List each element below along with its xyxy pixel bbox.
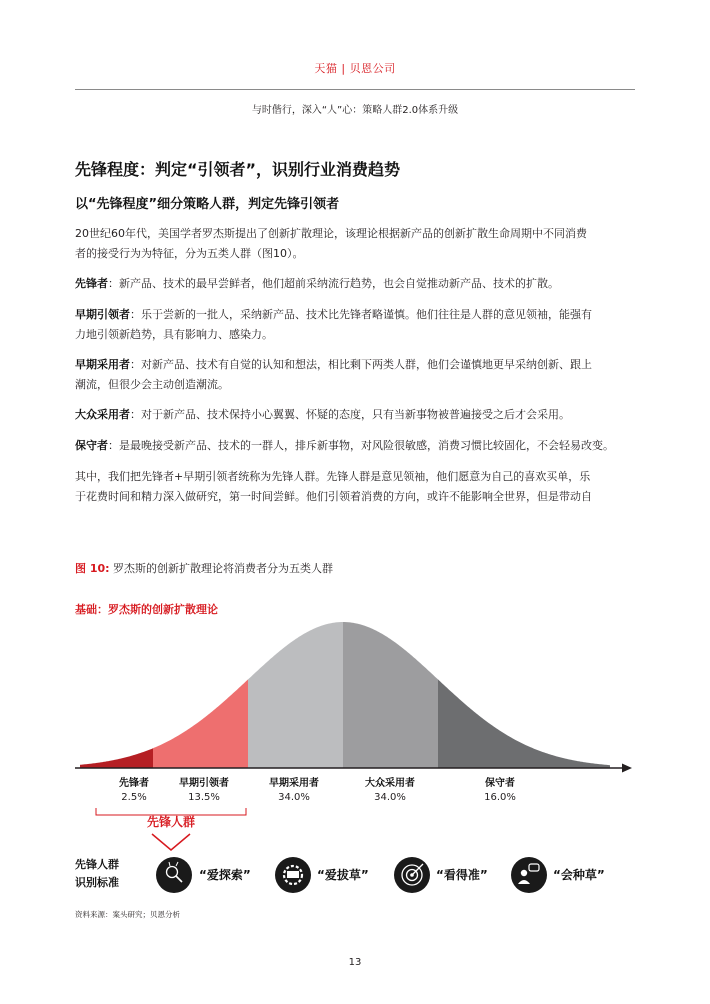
category-label: 早期引领者 (179, 778, 229, 789)
criterion-label: “爱拔草” (317, 868, 369, 882)
segment-early-majority (248, 622, 343, 768)
page-number: 13 (348, 957, 362, 968)
definition-term: 早期采用者 (75, 358, 130, 371)
criteria-label-line1: 先锋人群 (75, 858, 119, 871)
segment-laggards (438, 679, 610, 768)
definition-term: 大众采用者 (75, 408, 130, 421)
closing-line: 其中，我们把先锋者+早期引领者统称为先锋人群。先锋人群是意见领袖，他们愿意为自己的喜欢买单，乐 (75, 470, 591, 483)
definition-term: 早期引领者 (75, 308, 130, 321)
section-subtitle: 以“先锋程度”细分策略人群，判定先锋引领者 (75, 197, 340, 212)
source-note: 资料来源：案头研究；贝恩分析 (75, 910, 180, 919)
segment-early-adopters (153, 679, 248, 768)
criteria-label-line2: 识别标准 (75, 876, 119, 889)
criterion-label: “看得准” (436, 868, 488, 882)
chart-category-labels (119, 776, 516, 803)
chart-axis-arrow-icon (622, 764, 632, 773)
definition-text: ：新产品、技术的最早尝鲜者，他们超前采纳流行趋势，也会自觉推动新产品、技术的扩散。 (108, 277, 559, 290)
definition-term: 先锋者 (75, 277, 108, 290)
category-label: 保守者 (485, 778, 515, 789)
figure-caption: 罗杰斯的创新扩散理论将消费者分为五类人群 (113, 562, 334, 575)
figure-number: 图 10: (75, 562, 110, 575)
criterion-label: “会种草” (553, 868, 605, 882)
category-value-label: 16.0% (484, 792, 516, 803)
criterion-seed (511, 857, 605, 893)
pioneer-bracket-label: 先锋人群 (146, 815, 196, 829)
bulb-search-icon (156, 857, 192, 893)
chart-basis-label: 基础：罗杰斯的创新扩散理论 (75, 603, 218, 616)
intro-line: 者的接受行为为特征，分为五类人群（图10）。 (75, 247, 304, 260)
definition-text: 力地引领新趋势，具有影响力、感染力。 (75, 328, 273, 341)
category-label: 早期采用者 (269, 778, 319, 789)
category-value-label: 2.5% (121, 792, 147, 803)
definition-text: ：乐于尝新的一批人，采纳新产品、技术比先锋者略谨慎。他们往往是人群的意见领袖，能强有 (130, 308, 592, 321)
chevron-down-icon (152, 834, 190, 850)
section-title: 先锋程度：判定“引领者”，识别行业消费趋势 (75, 160, 401, 179)
segment-late-majority (343, 622, 438, 768)
closing-line: 于花费时间和精力深入做研究，第一时间尝鲜。他们引领着消费的方向，或许不能影响全世界，但是带动自 (75, 490, 592, 503)
category-value-label: 34.0% (374, 792, 406, 803)
segment-innovators (80, 748, 153, 768)
category-value-label: 34.0% (278, 792, 310, 803)
criterion-label: “爱探索” (199, 868, 251, 882)
category-label: 大众采用者 (365, 778, 415, 789)
definition-text: ：对于新产品、技术保持小心翼翼、怀疑的态度，只有当新事物被普遍接受之后才会采用。 (130, 408, 570, 421)
chart-segments (80, 622, 610, 768)
category-label: 先锋者 (119, 778, 149, 789)
category-value-label: 13.5% (188, 792, 220, 803)
definition-text: ：是最晚接受新产品、技术的一群人，排斥新事物，对风险很敏感，消费习惯比较固化，不会轻易改变。 (108, 439, 614, 452)
people-chat-icon (511, 857, 547, 893)
criterion-explore (156, 857, 251, 893)
header-subtitle: 与时偕行，深入“人”心：策略人群2.0体系升级 (251, 105, 459, 116)
pioneer-bracket (96, 808, 246, 815)
definition-text: 潮流，但很少会主动创造潮流。 (75, 378, 229, 391)
intro-line: 20世纪60年代，美国学者罗杰斯提出了创新扩散理论，该理论根据新产品的创新扩散生命周期中不同消费 (75, 227, 587, 240)
criterion-accurate (394, 857, 488, 893)
definition-text: ：对新产品、技术有自觉的认知和想法，相比剩下两类人群，他们会谨慎地更早采纳创新、跟上 (130, 358, 592, 371)
header-brand: 天猫 | 贝恩公司 (314, 62, 396, 75)
criterion-grass (275, 857, 369, 893)
definition-term: 保守者 (75, 439, 108, 452)
